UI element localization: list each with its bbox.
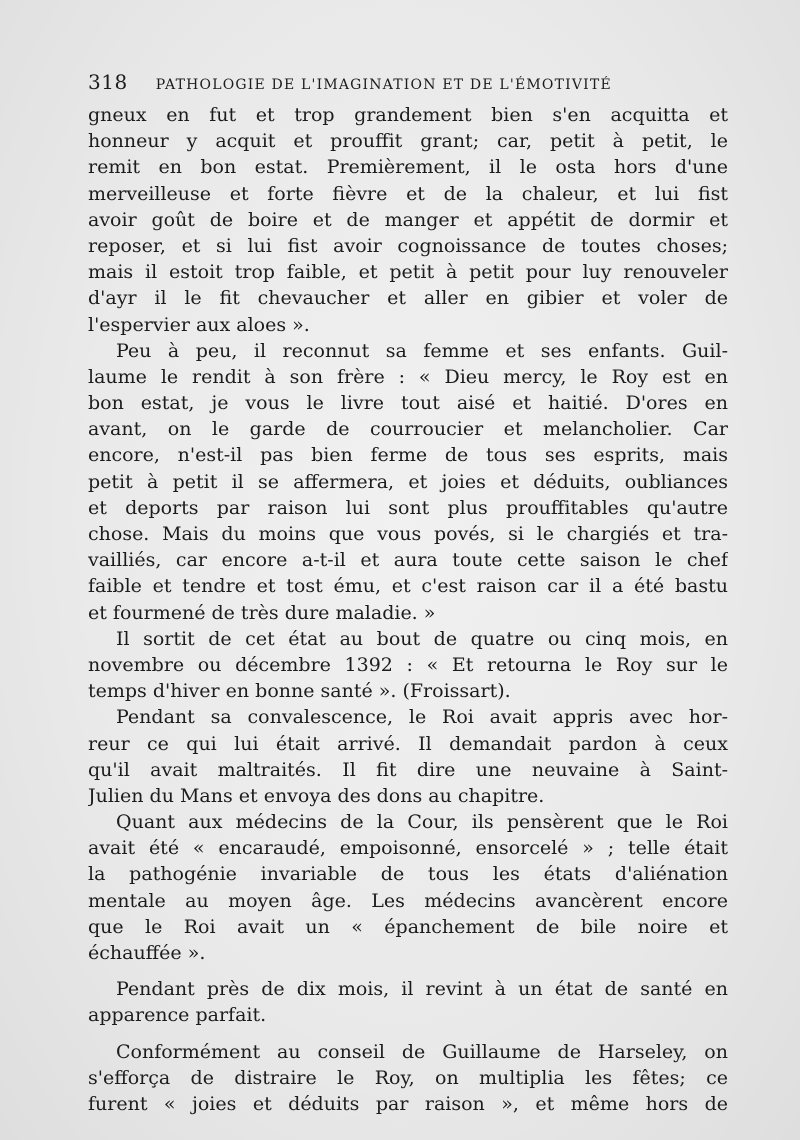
text-line: Julien du Mans et envoya des dons au chapitre. [88, 784, 545, 807]
text-line: que le Roi avait un « épanchement de bile noire et [88, 915, 728, 938]
text-line: s'efforça de distraire le Roy, on multiplia les fêtes; ce [88, 1066, 728, 1089]
text-line: qu'il avait maltraités. Il fit dire une neuvaine à Saint- [88, 758, 728, 781]
text-line: et fourmené de très dure maladie. » [88, 601, 436, 624]
text-line: avant, on le garde de courroucier et melancholier. Car [88, 418, 728, 441]
text-line: la pathogénie invariable de tous les états d'aliénation [88, 863, 728, 886]
text-line: avoir goût de boire et de manger et appétit de dormir et [88, 208, 728, 231]
text-line: petit à petit il se affermera, et joies et déduits, oubliances [88, 470, 728, 493]
paragraph-first-line: Peu à peu, il reconnut sa femme et ses enfants. Guil- [116, 339, 728, 362]
text-line: reposer, et si lui fist avoir cognoissance de toutes choses; [88, 234, 728, 257]
text-line: chose. Mais du moins que vous povés, si le chargiés et tra- [88, 523, 728, 545]
paragraph-first-line: Pendant près de dix mois, il revint à un état de santé en [116, 978, 728, 1001]
text-line: laume le rendit à son frère : « Dieu mercy, le Roy est en [88, 365, 728, 388]
text-line: honneur y acquit et prouffit grant; car, petit à petit, le [88, 130, 728, 153]
text-line: novembre ou décembre 1392 : « Et retourna le Roy sur le [88, 653, 728, 676]
text-line: encore, n'est-il pas bien ferme de tous ses esprits, mais [88, 444, 728, 467]
text-line: gneux en fut et trop grandement bien s'en acquitta et [88, 104, 728, 126]
text-line: avait été « encaraudé, empoisonné, ensorcelé » ; telle était [88, 837, 728, 860]
text-line: furent « joies et déduits par raison », et même hors de [88, 1092, 728, 1115]
paragraph-first-line: Pendant sa convalescence, le Roi avait appris avec hor- [116, 706, 728, 729]
text-line: remit en bon estat. Premièrement, il le osta hors d'une [88, 156, 728, 179]
paragraph-first-line: Quant aux médecins de la Cour, ils pensèrent que le Roi [116, 811, 728, 834]
paragraph-first-line: Conformément au conseil de Guillaume de Harseley, on [116, 1040, 728, 1063]
page-number: 318 [88, 70, 128, 94]
text-line: d'ayr il le fit chevaucher et aller en gibier et voler de [88, 287, 728, 310]
text-line: mentale au moyen âge. Les médecins avancèrent encore [88, 889, 728, 912]
text-line: bon estat, je vous le livre tout aisé et haitié. D'ores en [88, 392, 728, 415]
page-header [88, 70, 728, 100]
text-line: faible et tendre et tost ému, et c'est raison car il a été bastu [88, 575, 728, 598]
paragraph-first-line: Il sortit de cet état au bout de quatre ou cinq mois, en [116, 627, 728, 650]
text-line: l'espervier aux aloes ». [88, 313, 310, 336]
text-line: merveilleuse et forte fièvre et de la chaleur, et lui fist [88, 182, 728, 205]
body-text [88, 102, 728, 1117]
text-line: vailliés, car encore a-t-il et aura toute cette saison le chef [88, 549, 728, 572]
running-title: PATHOLOGIE DE L'IMAGINATION ET DE L'ÉMOTIVITÉ [155, 77, 612, 93]
text-line: temps d'hiver en bonne santé ». (Froissart). [88, 680, 511, 703]
text-line: mais il estoit trop faible, et petit à petit pour luy renouveler [88, 261, 728, 284]
text-line: reur ce qui lui était arrivé. Il demandait pardon à ceux [88, 732, 728, 755]
text-line: échauffée ». [88, 942, 206, 964]
text-line: et deports par raison lui sont plus prouffitables qu'autre [88, 496, 728, 519]
text-line: apparence parfait. [88, 1004, 267, 1027]
